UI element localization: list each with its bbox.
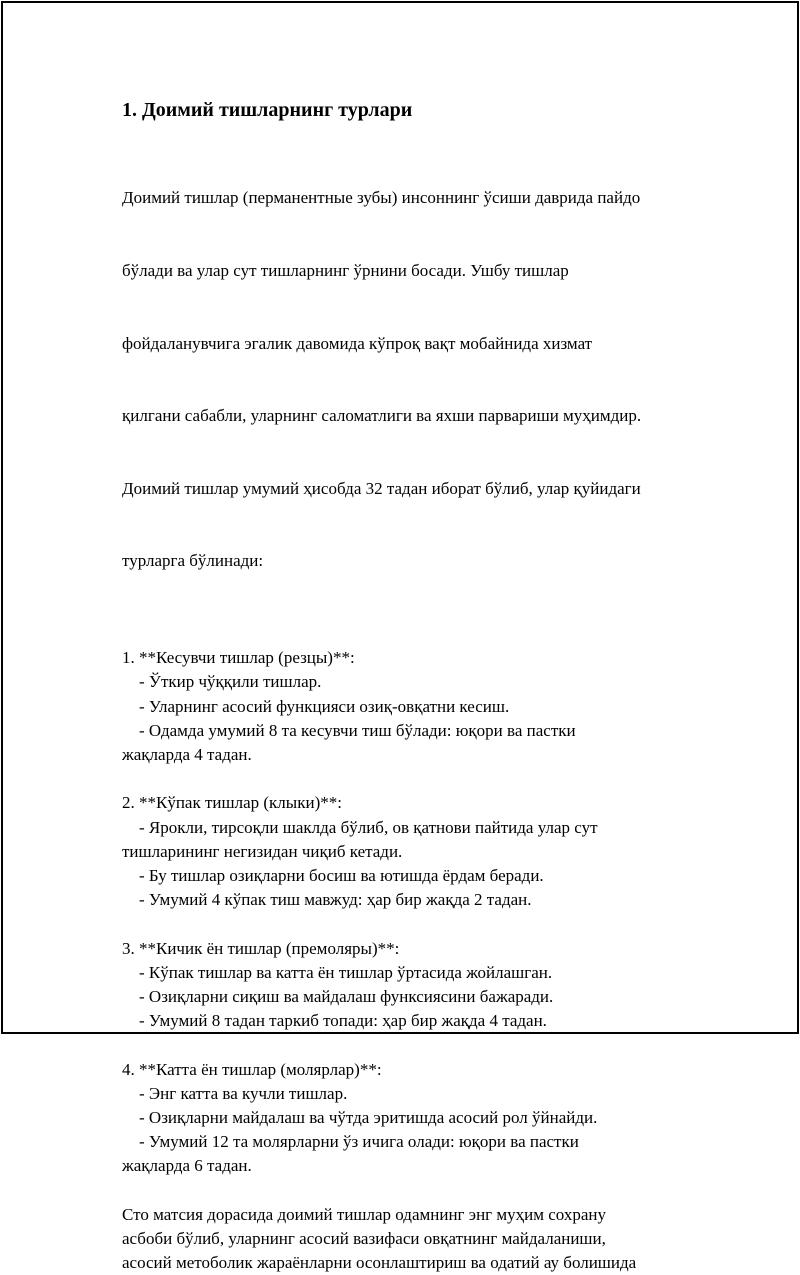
list-section-title: 2. **Кўпак тишлар (клыки)**: [122,793,342,813]
page [1,1,799,1273]
list-item-continuation: жақларда 6 тадан. [122,1156,252,1176]
list-item: - Ўткир чўққили тишлар. [139,672,322,692]
list-item: - Умумий 12 та молярларни ўз ичига олади: юқори ва пастки [139,1132,579,1152]
list-section-premolars [122,937,722,1034]
list-item-continuation: тишларининг негизидан чиқиб кетади. [122,841,403,861]
list-item-continuation: жақларда 4 тадан. [122,745,252,765]
list-item: - Озиқларни майдалаш ва чўтда эритишда асосий рол ўйнайди. [139,1108,598,1128]
list-item: - Одамда умумий 8 та кесувчи тиш бўлади: юқори ва пастки [139,720,576,740]
list-section-canines [122,791,722,912]
document-body [122,97,722,1275]
text-line: бўлади ва улар сут тишларнинг ўрнини босади. Ушбу тишлар [122,261,569,281]
list-section-title: 1. **Кесувчи тишлар (резцы)**: [122,648,355,668]
text-line: турларга бўлинади: [122,551,264,571]
list-item: - Умумий 8 тадан таркиб топади: ҳар бир жақда 4 тадан. [139,1011,547,1031]
list-item: - Уларнинг асосий функцияси озиқ-овқатни кесиш. [139,696,510,716]
text-line: Доимий тишлар умумий ҳисобда 32 тадан иборат бўлиб, улар қуйидаги [122,478,641,498]
list-item: - Бу тишлар озиқларни босиш ва ютишда ёрдам беради. [139,866,544,886]
text-line: асосий метоболик жараёнларни осонлаштириш ва одатий ау болишида [122,1253,637,1273]
list-section-molars [122,1058,722,1179]
list-section-incisors [122,646,722,767]
list-item: - Энг катта ва кучли тишлар. [139,1083,348,1103]
list-item: - Кўпак тишлар ва катта ён тишлар ўртасида жойлашган. [139,962,553,982]
text-line: Сто матсия дорасида доимий тишлар одамнинг энг муҳим сохрану [122,1204,607,1224]
list-section-title: 3. **Кичик ён тишлар (премоляры)**: [122,938,400,958]
text-line: фойдаланувчига эгалик давомида кўпроқ вақт мобайнида хизмат [122,333,593,353]
text-line: Доимий тишлар (перманентные зубы) инсоннинг ўсиши даврида пайдо [122,188,641,208]
text-line: асбоби бўлиб, уларнинг асосий вазифаси овқатнинг майдаланиши, [122,1229,606,1249]
list-item: - Ярокли, тирсоқли шаклда бўлиб, ов қатнови пайтида улар сут [139,817,598,837]
closing-paragraph [122,1203,722,1275]
list-item: - Озиқларни сиқиш ва майдалаш функсиясини бажаради. [139,987,554,1007]
list-section-title: 4. **Катта ён тишлар (молярлар)**: [122,1059,382,1079]
text-line: қилгани сабабли, уларнинг саломатлиги ва яхши парвариши муҳимдир. [122,406,642,426]
intro-paragraph [122,138,722,622]
list-item: - Умумий 4 кўпак тиш мавжуд: ҳар бир жақда 2 тадан. [139,890,532,910]
section-heading: 1. Доимий тишларнинг турлари [122,99,413,121]
